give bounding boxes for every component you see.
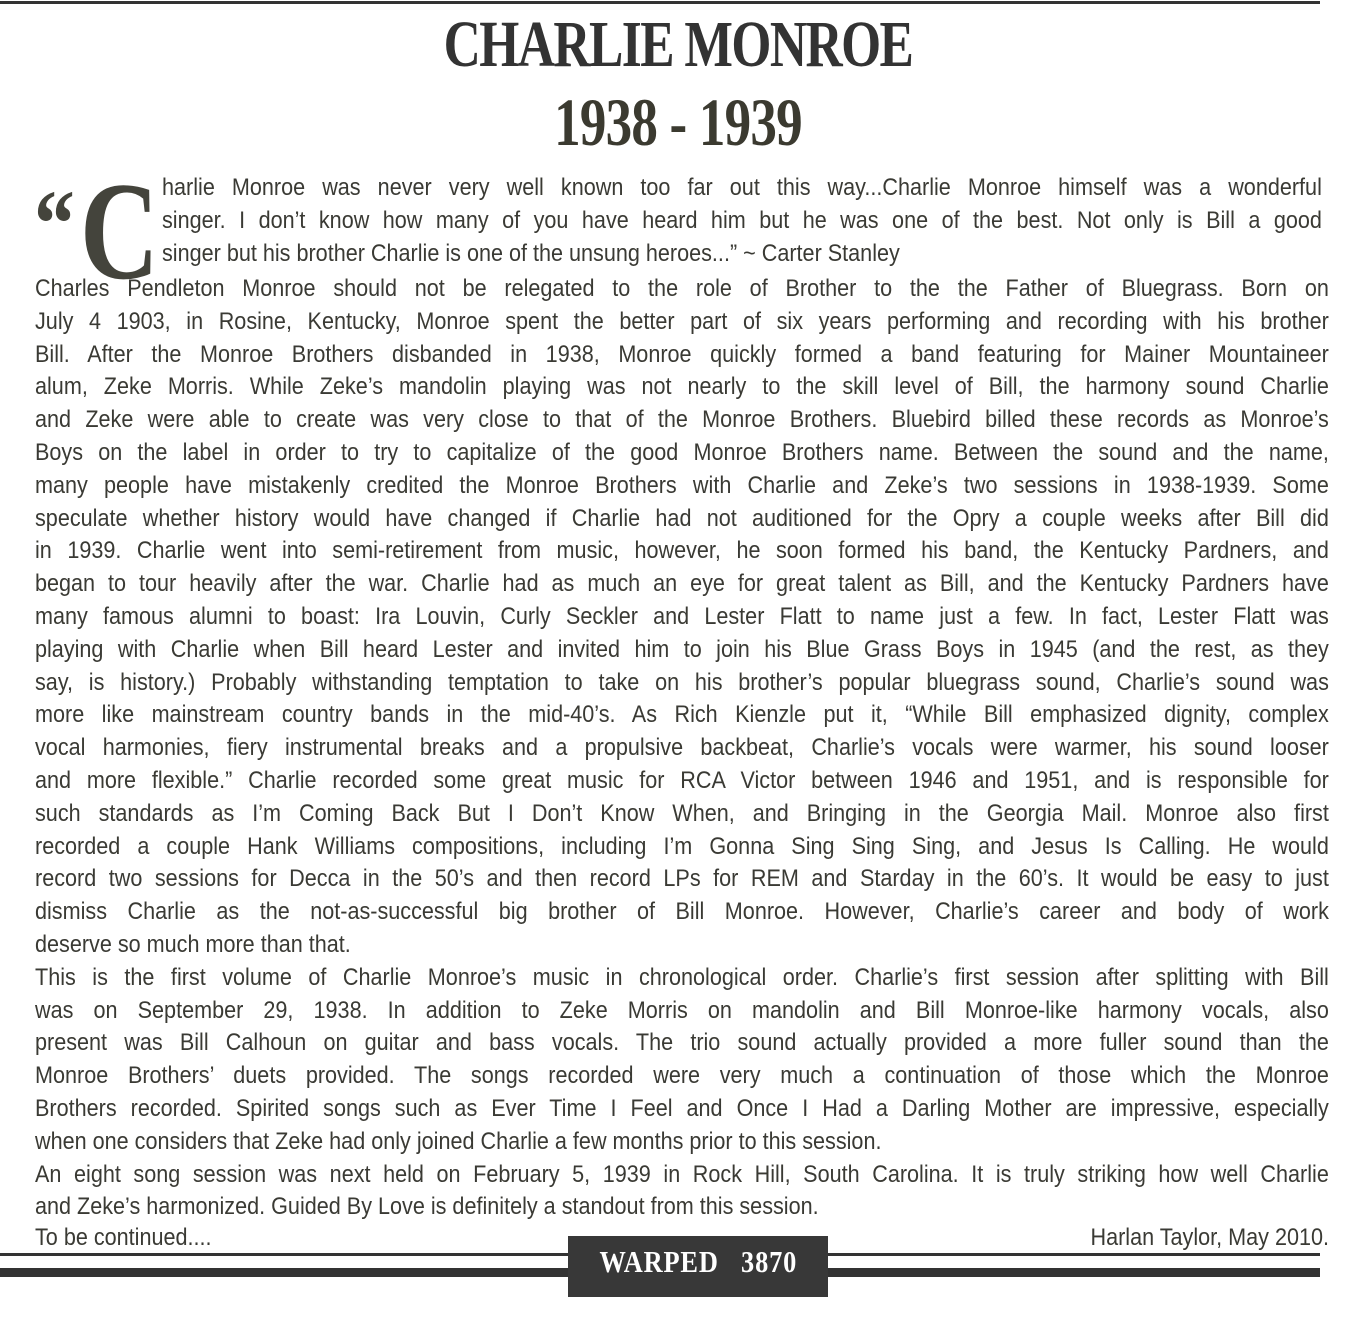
text-line: Boys on the label in order to try to capitalize of the good Monroe Brothers name. Between the sound and the name,	[35, 438, 1329, 466]
text-line: and Zeke’s harmonized. Guided By Love is definitely a standout from this session.	[35, 1193, 819, 1221]
text-line: alum, Zeke Morris. While Zeke’s mandolin playing was not nearly to the skill level of Bill, the harmony sound Charlie	[35, 373, 1329, 401]
title-block	[0, 8, 1356, 160]
text-line: speculate whether history would have changed if Charlie had not auditioned for the Opry a couple weeks after Bill did	[35, 504, 1329, 532]
quote-line: harlie Monroe was never very well known too far out this way...Charlie Monroe himself was a wonderful	[162, 174, 1322, 201]
text-line: Bill. After the Monroe Brothers disbanded in 1938, Monroe quickly formed a band featuring for Mainer Mountaineer	[35, 340, 1329, 368]
text-line: many people have mistakenly credited the Monroe Brothers with Charlie and Zeke’s two sessions in 1938-1939. Some	[35, 471, 1329, 499]
page-title: CHARLIE MONROE	[443, 8, 913, 81]
to-be-continued: To be continued....	[35, 1224, 212, 1251]
text-line: record two sessions for Decca in the 50’s and then record LPs for REM and Starday in the 60’s. It would be easy to just	[35, 865, 1329, 893]
catalog-number: WARPED 3870	[599, 1243, 797, 1279]
top-rule	[0, 1, 1320, 4]
paragraph-second-session	[35, 1159, 1329, 1225]
text-line: and more flexible.” Charlie recorded some great music for RCA Victor between 1946 and 1951, and is responsible for	[35, 766, 1329, 794]
text-line: more like mainstream country bands in the mid-40’s. As Rich Kienzle put it, “While Bill emphasized dignity, complex	[35, 701, 1329, 729]
text-line: dismiss Charlie as the not-as-successful big brother of Bill Monroe. However, Charlie’s career and body of work	[35, 898, 1329, 926]
drop-cap: C	[80, 154, 159, 309]
page-subtitle-years: 1938 - 1939	[554, 84, 802, 160]
text-line: An eight song session was next held on February 5, 1939 in Rock Hill, South Carolina. It is truly striking how well Charlie	[35, 1160, 1329, 1188]
text-line: and Zeke were able to create was very close to that of the Monroe Brothers. Bluebird billed these records as Monroe’s	[35, 406, 1329, 434]
paragraph-biography	[35, 273, 1329, 962]
text-line: Charles Pendleton Monroe should not be relegated to the role of Brother to the the Father of Bluegrass. Born on	[35, 275, 1329, 302]
catalog-label	[568, 1236, 828, 1297]
text-line: such standards as I’m Coming Back But I Don’t Know When, and Bringing in the Georgia Mail. Monroe also first	[35, 799, 1329, 827]
text-line: began to tour heavily after the war. Charlie had as much an eye for great talent as Bill, and the Kentucky Pardners have	[35, 570, 1329, 598]
text-line: present was Bill Calhoun on guitar and bass vocals. The trio sound actually provided a more fuller sound than the	[35, 1029, 1329, 1057]
text-line: Monroe Brothers’ duets provided. The songs recorded were very much a continuation of those which the Monroe	[35, 1062, 1329, 1090]
text-line: recorded a couple Hank Williams compositions, including I’m Gonna Sing Sing Sing, and Jesus Is Calling. He would	[35, 832, 1329, 860]
author-signature: Harlan Taylor, May 2010.	[1090, 1224, 1329, 1251]
text-line: vocal harmonies, fiery instrumental breaks and a propulsive backbeat, Charlie’s vocals were warmer, his sound looser	[35, 734, 1329, 762]
text-line: many famous alumni to boast: Ira Louvin, Curly Seckler and Lester Flatt to name just a few. In fact, Lester Flatt was	[35, 602, 1329, 630]
quote-text	[162, 172, 1322, 270]
text-line: in 1939. Charlie went into semi-retirement from music, however, he soon formed his band, the Kentucky Pardners, and	[35, 537, 1329, 565]
text-line: was on September 29, 1938. In addition to Zeke Morris on mandolin and Bill Monroe-like harmony vocals, also	[35, 996, 1329, 1024]
text-line: when one considers that Zeke had only joined Charlie a few months prior to this session.	[35, 1127, 882, 1155]
text-line: July 4 1903, in Rosine, Kentucky, Monroe spent the better part of six years performing and recording with his brother	[35, 307, 1329, 335]
quote-line: singer. I don’t know how many of you have heard him but he was one of the best. Not only is Bill a good	[162, 206, 1322, 234]
liner-notes-body	[35, 273, 1329, 1224]
text-line: Brothers recorded. Spirited songs such as Ever Time I Feel and Once I Had a Darling Mother are impressive, especially	[35, 1094, 1329, 1122]
text-line: say, is history.) Probably withstanding temptation to take on his brother’s popular bluegrass sound, Charlie’s sound was	[35, 668, 1329, 696]
text-line: playing with Charlie when Bill heard Lester and invited him to join his Blue Grass Boys in 1945 (and the rest, as they	[35, 635, 1329, 663]
text-line: This is the first volume of Charlie Monroe’s music in chronological order. Charlie’s first session after splitting with Bill	[35, 963, 1329, 991]
quote-line: singer but his brother Charlie is one of the unsung heroes...” ~ Carter Stanley	[162, 239, 900, 267]
text-line: deserve so much more than that.	[35, 930, 351, 958]
paragraph-first-session	[35, 962, 1329, 1159]
quote-marks-icon: “	[34, 170, 75, 277]
